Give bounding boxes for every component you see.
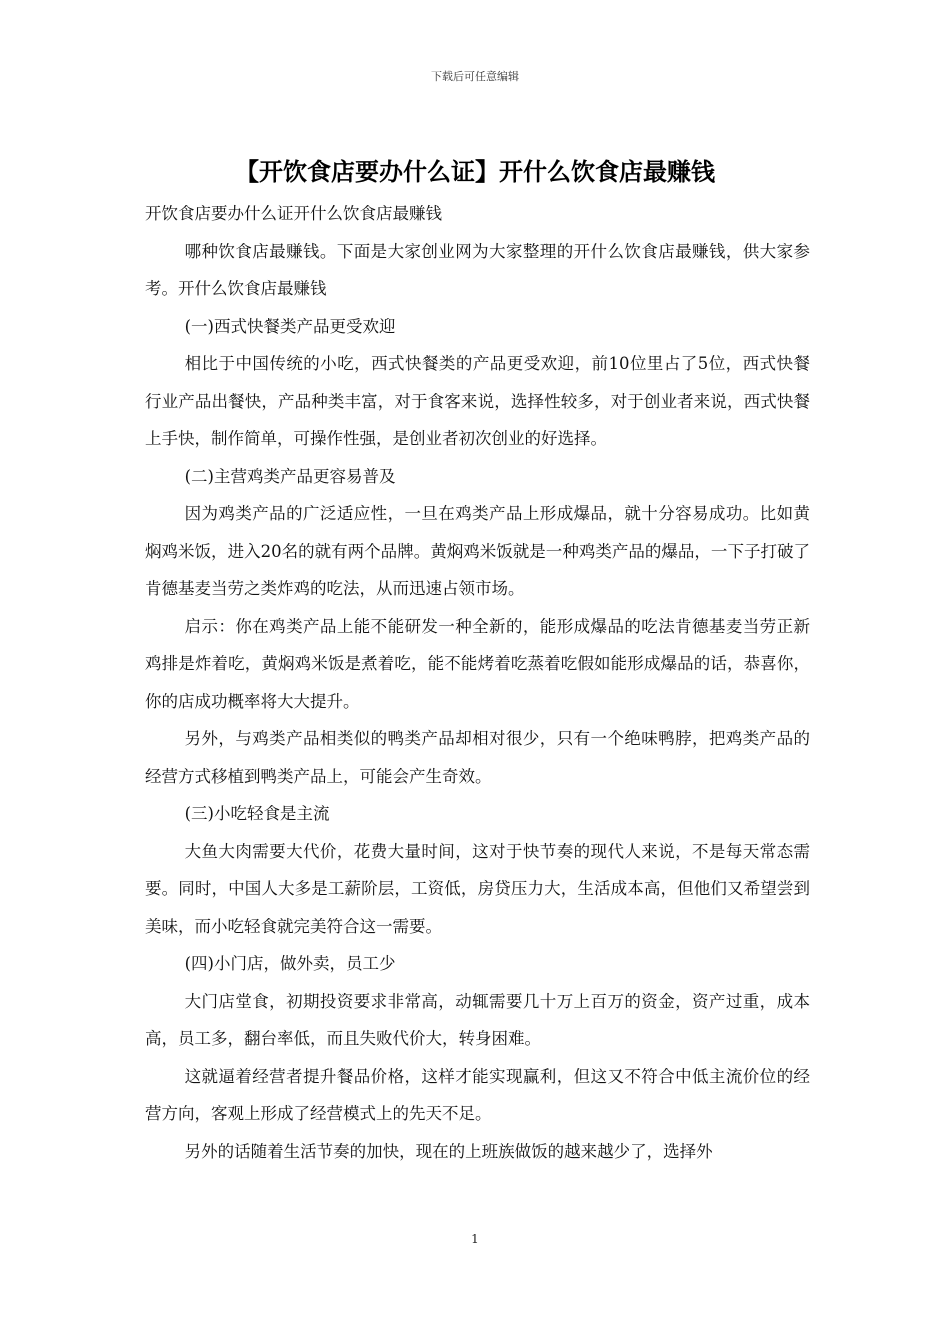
document-subtitle: 开饮食店要办什么证开什么饮食店最赚钱 xyxy=(145,204,442,223)
section-heading-4: (四)小门店，做外卖，员工少 xyxy=(184,954,396,973)
page-header: 下载后可任意编辑 xyxy=(431,70,519,83)
document-title: 【开饮食店要办什么证】开什么饮食店最赚钱 xyxy=(235,158,715,186)
section-heading-2: (二)主营鸡类产品更容易普及 xyxy=(184,466,396,486)
paragraph-3: 启示：你在鸡类产品上能不能研发一种全新的，能形成爆品的吃法肯德基麦当劳正新鸡排是炸着吃，黄焖鸡米饭是煮着吃，能不能烤着吃蒸着吃假如能形成爆品的话，恭喜你，你的店成功概率将大大提升。 xyxy=(145,616,810,711)
paragraph-1: 相比于中国传统的小吃，西式快餐类的产品更受欢迎，前10位里占了5位，西式快餐行业产品出餐快，产品种类丰富，对于食客来说，选择性较多，对于创业者来说，西式快餐上手快，制作简单，可操作性强，是创业者初次创业的好选择。 xyxy=(145,354,810,448)
paragraph-5: 大鱼大肉需要大代价，花费大量时间，这对于快节奏的现代人来说，不是每天常态需要。同时，中国人大多是工薪阶层，工资低，房贷压力大，生活成本高，但他们又希望尝到美味，而小吃轻食就完美符合这一需要。 xyxy=(145,841,810,936)
paragraph-7: 这就逼着经营者提升餐品价格，这样才能实现赢利，但这又不符合中低主流价位的经营方向，客观上形成了经营模式上的先天不足。 xyxy=(145,1066,810,1123)
paragraph-intro: 哪种饮食店最赚钱。下面是大家创业网为大家整理的开什么饮食店最赚钱，供大家参考。开什么饮食店最赚钱 xyxy=(145,241,810,298)
paragraph-4: 另外，与鸡类产品相类似的鸭类产品却相对很少，只有一个绝味鸭脖，把鸡类产品的经营方式移植到鸭类产品上，可能会产生奇效。 xyxy=(145,729,810,786)
paragraph-8: 另外的话随着生活节奏的加快，现在的上班族做饭的越来越少了，选择外 xyxy=(184,1141,713,1161)
section-heading-3: (三)小吃轻食是主流 xyxy=(184,804,330,823)
paragraph-2: 因为鸡类产品的广泛适应性，一旦在鸡类产品上形成爆品，就十分容易成功。比如黄焖鸡米饭，进入20名的就有两个品牌。黄焖鸡米饭就是一种鸡类产品的爆品，一下子打破了肯德基麦当劳之类炸鸡的吃法，从而迅速占领市场。 xyxy=(145,504,810,598)
page-number: 1 xyxy=(471,1232,479,1246)
section-heading-1: (一)西式快餐类产品更受欢迎 xyxy=(184,316,396,336)
document-body xyxy=(145,195,810,1170)
paragraph-6: 大门店堂食，初期投资要求非常高，动辄需要几十万上百万的资金，资产过重，成本高，员工多，翻台率低，而且失败代价大，转身困难。 xyxy=(145,991,810,1048)
